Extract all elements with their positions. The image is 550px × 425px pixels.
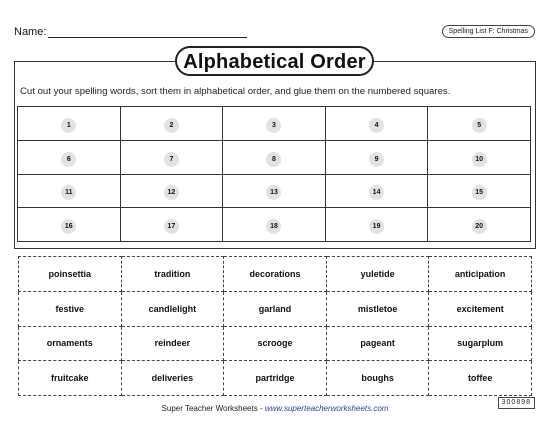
grid-row	[18, 208, 531, 242]
square-number: 10	[472, 152, 487, 167]
square-number: 19	[369, 219, 384, 234]
word-card[interactable]: poinsettia	[19, 257, 122, 292]
numbered-square	[120, 107, 223, 141]
square-number: 12	[164, 185, 179, 200]
numbered-square	[120, 140, 223, 174]
word-card[interactable]: partridge	[224, 361, 327, 396]
instructions-text: Cut out your spelling words, sort them in alphabetical order, and glue them on the numbered squares.	[20, 86, 451, 97]
word-card[interactable]: excitement	[429, 291, 532, 326]
square-number: 20	[472, 219, 487, 234]
square-number: 13	[266, 185, 281, 200]
word-card[interactable]: decorations	[224, 257, 327, 292]
word-card[interactable]: festive	[19, 291, 122, 326]
word-card[interactable]: garland	[224, 291, 327, 326]
footer-url-link[interactable]: www.superteacherworksheets.com	[264, 404, 389, 413]
grid-row	[18, 140, 531, 174]
numbered-square	[223, 208, 326, 242]
numbered-square	[325, 208, 428, 242]
word-row	[19, 257, 532, 292]
word-card[interactable]: scrooge	[224, 326, 327, 361]
word-card[interactable]: fruitcake	[19, 361, 122, 396]
numbered-square	[325, 140, 428, 174]
square-number: 18	[266, 219, 281, 234]
numbered-square	[428, 174, 531, 208]
word-row	[19, 291, 532, 326]
word-card[interactable]: mistletoe	[326, 291, 429, 326]
word-row	[19, 361, 532, 396]
grid-row	[18, 107, 531, 141]
numbered-squares-grid	[17, 106, 531, 242]
square-number: 2	[164, 118, 179, 133]
square-number: 5	[472, 118, 487, 133]
word-card[interactable]: anticipation	[429, 257, 532, 292]
square-number: 6	[61, 152, 76, 167]
word-card[interactable]: ornaments	[19, 326, 122, 361]
square-number: 8	[266, 152, 281, 167]
square-number: 9	[369, 152, 384, 167]
grid-row	[18, 174, 531, 208]
worksheet-code: 300898	[498, 397, 535, 409]
numbered-square	[428, 107, 531, 141]
square-number: 17	[164, 219, 179, 234]
numbered-square	[325, 174, 428, 208]
word-card[interactable]: deliveries	[121, 361, 224, 396]
name-line[interactable]	[48, 37, 247, 38]
numbered-square	[223, 107, 326, 141]
numbered-square	[18, 107, 121, 141]
square-number: 15	[472, 185, 487, 200]
square-number: 3	[266, 118, 281, 133]
word-row	[19, 326, 532, 361]
word-card[interactable]: pageant	[326, 326, 429, 361]
word-card[interactable]: toffee	[429, 361, 532, 396]
word-card[interactable]: reindeer	[121, 326, 224, 361]
footer-separator: -	[257, 404, 265, 413]
numbered-square	[18, 208, 121, 242]
page-title: Alphabetical Order	[175, 46, 374, 76]
numbered-square	[120, 208, 223, 242]
square-number: 4	[369, 118, 384, 133]
numbered-square	[428, 208, 531, 242]
square-number: 16	[61, 219, 76, 234]
word-card[interactable]: sugarplum	[429, 326, 532, 361]
numbered-square	[428, 140, 531, 174]
word-card[interactable]: candlelight	[121, 291, 224, 326]
spelling-list-tag: Spelling List F: Christmas	[442, 25, 535, 38]
numbered-square	[18, 174, 121, 208]
numbered-square	[223, 140, 326, 174]
word-card[interactable]: boughs	[326, 361, 429, 396]
square-number: 14	[369, 185, 384, 200]
square-number: 1	[61, 118, 76, 133]
name-label: Name:	[14, 26, 47, 38]
square-number: 11	[61, 185, 76, 200]
numbered-square	[18, 140, 121, 174]
footer-site-name: Super Teacher Worksheets	[161, 404, 258, 413]
footer	[0, 404, 550, 413]
word-card[interactable]: tradition	[121, 257, 224, 292]
square-number: 7	[164, 152, 179, 167]
numbered-square	[120, 174, 223, 208]
word-cards-grid	[18, 256, 532, 396]
word-card[interactable]: yuletide	[326, 257, 429, 292]
numbered-square	[325, 107, 428, 141]
numbered-square	[223, 174, 326, 208]
